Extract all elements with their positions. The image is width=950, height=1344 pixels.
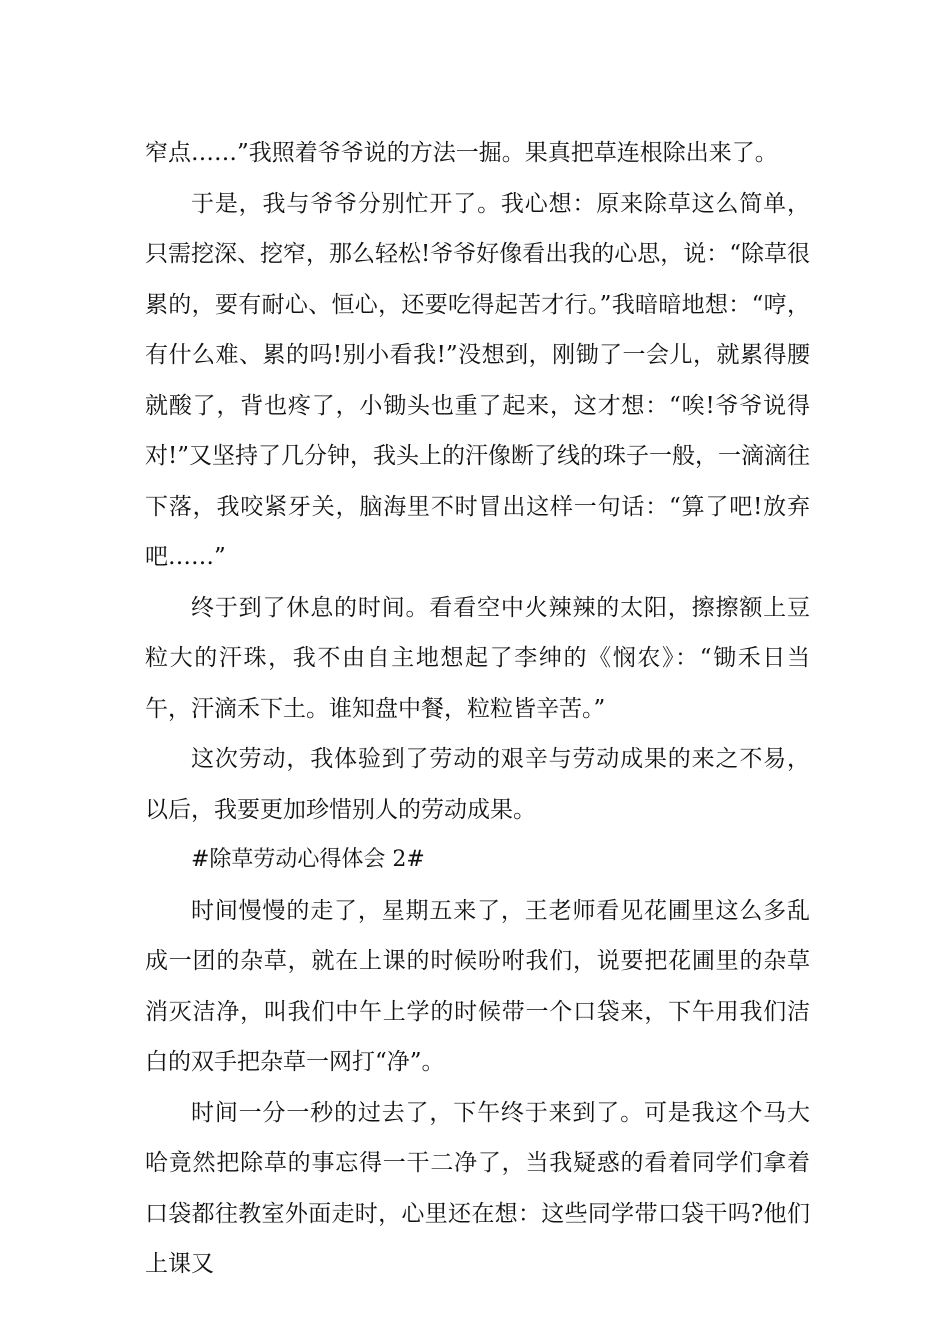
paragraph-6: 时间一分一秒的过去了，下午终于来到了。可是我这个马大哈竟然把除草的事忘得一干二净了，当我疑惑的看着同学们拿着口袋都往教室外面走时，心里还在想：这些同学带口袋干吗?他们上课又 (145, 1099, 810, 1277)
paragraph-3: 终于到了休息的时间。看看空中火辣辣的太阳，擦擦额上豆粒大的汗珠，我不由自主地想起了李绅的《悯农》：“锄禾日当午，汗滴禾下土。谁知盘中餐，粒粒皆辛苦。” (145, 594, 810, 722)
paragraph-5: 时间慢慢的走了，星期五来了，王老师看见花圃里这么多乱成一团的杂草，就在上课的时候吩咐我们，说要把花圃里的杂草消灭洁净，叫我们中午上学的时候带一个口袋来，下午用我们洁白的双手把杂草一网打“净”。 (145, 897, 810, 1075)
paragraph-2: 于是，我与爷爷分别忙开了。我心想：原来除草这么简单，只需挖深、挖窄，那么轻松!爷爷好像看出我的心思，说：“除草很累的，要有耐心、恒心，还要吃得起苦才行。”我暗暗地想：“哼，有什么难、累的吗!别小看我!”没想到，刚锄了一会儿，就累得腰就酸了，背也疼了，小锄头也重了起来，这才想：“唉!爷爷说得对!”又坚持了几分钟，我头上的汗像断了线的珠子一般，一滴滴往下落，我咬紧牙关，脑海里不时冒出这样一句话：“算了吧!放弃吧……” (145, 190, 811, 570)
paragraph-4: 这次劳动，我体验到了劳动的艰辛与劳动成果的来之不易，以后，我要更加珍惜别人的劳动成果。 (145, 746, 810, 823)
paragraph-1: 窄点……”我照着爷爷说的方法一掘。果真把草连根除出来了。 (145, 140, 778, 166)
section-heading: #除草劳动心得体会 2# (191, 847, 425, 872)
document-body (145, 128, 810, 1290)
